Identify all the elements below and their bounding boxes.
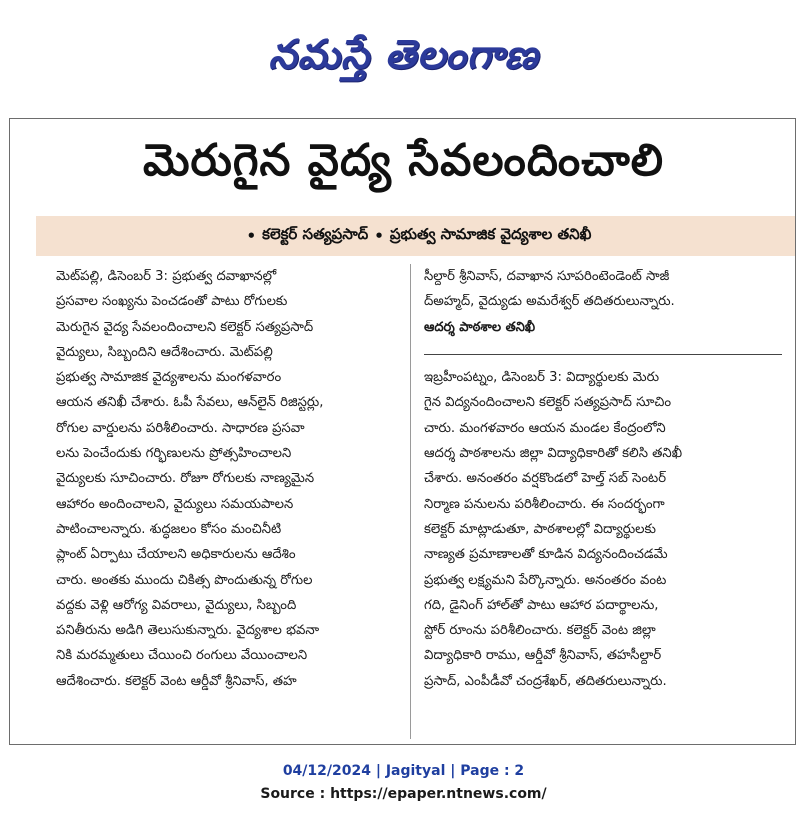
article-right-column: [424, 264, 782, 694]
article-line: పాటించాలన్నారు. శుద్ధజలం కోసం మంచినీటి: [56, 521, 282, 537]
article-line: మెరుగైన వైద్య సేవలందించాలని కలెక్టర్ సత్యప్రసాద్: [56, 319, 314, 335]
article-line: వద్దకు వెళ్లి ఆరోగ్య వివరాలు, వైద్యులు, సిబ్బంది: [56, 597, 297, 613]
article-line: ఇబ్రహీంపట్నం, డిసెంబర్ 3: విద్యార్థులకు మెరు: [424, 370, 660, 386]
edition-line: 04/12/2024 | Jagityal | Page : 2: [282, 763, 525, 779]
article-line: చారు. అంతకు ముందు చికిత్స పొందుతున్న రోగుల: [56, 572, 313, 588]
subhead-1: కలెక్టర్ సత్యప్రసాద్: [262, 225, 369, 243]
source-line: Source : https://epaper.ntnews.com/: [260, 786, 547, 802]
section-heading: ఆదర్శ పాఠశాల తనిఖీ: [424, 319, 536, 335]
subheadline-band: [36, 216, 796, 256]
article-line: సీల్దార్ శ్రీనివాస్, దవాఖాన సూపరింటెండెంట్ సాజీ: [424, 269, 670, 284]
article-line: గది, డైనింగ్ హాల్‌తో పాటు ఆహార పదార్థాలను,: [424, 597, 659, 613]
clipping-footer: [0, 760, 807, 806]
article-line: వైద్యులు, సిబ్బందిని ఆదేశించారు. మెట్‌పల్లి: [56, 344, 273, 360]
masthead-title: నమస్తే తెలంగాణ: [268, 30, 539, 78]
article-line: స్టోర్ రూంను పరిశీలించారు. కలెక్టర్ వెంట జిల్లా: [424, 623, 656, 639]
article-line: ప్రభుత్వ లక్ష్యమని పేర్కొన్నారు. అనంతరం వంట: [424, 572, 667, 588]
article-line: నిర్మాణ పనులను పరిశీలించారు. ఈ సందర్భంగా: [424, 496, 665, 512]
article-line: గైన విద్యనందించాలని కలెక్టర్ సత్యప్రసాద్ సూచిం: [424, 395, 672, 411]
subhead-2: ప్రభుత్వ సామాజిక వైద్యశాల తనిఖీ: [389, 225, 592, 243]
article-line: మెట్‌పల్లి, డిసెంబర్ 3: ప్రభుత్వ దవాఖానల్లో: [56, 269, 277, 284]
article-line: ప్లాంట్ ఏర్పాటు చేయాలని అధికారులను ఆదేశిం: [56, 547, 296, 563]
article-line: ప్రసాద్, ఎంపీడీవో చంద్రశేఖర్, తదితరులున్నారు.: [424, 673, 667, 689]
article-line: ప్రభుత్వ సామాజిక వైద్యశాలను మంగళవారం: [56, 370, 282, 386]
article-line: చేశారు. అనంతరం వర్షకొండలో హెల్త్ సబ్ సెంటర్: [424, 471, 667, 487]
article-line: ఆయన తనిఖీ చేశారు. ఓపీ సేవలు, ఆన్‌లైన్ రిజిస్టర్లు,: [56, 395, 324, 411]
article-line: నికి మరమ్మతులు చేయించి రంగులు వేయించాలని: [56, 648, 308, 664]
article-line: నాణ్యత ప్రమాణాలతో కూడిన విద్యనందించడమే: [424, 547, 668, 563]
bullet-icon: •: [246, 227, 257, 245]
article-line: విద్యాధికారి రాము, ఆర్డీవో శ్రీనివాస్, తహసీల్దార్: [424, 648, 662, 664]
article-line: ఆదర్శ పాఠశాలను జిల్లా విద్యాధికారితో కలిసి తనిఖీ: [424, 446, 683, 462]
article-line: రోగుల వార్డులను పరిశీలించారు. సాధారణ ప్రసవా: [56, 420, 305, 436]
article-left-column: [56, 264, 396, 694]
article-line: ప్రసవాల సంఖ్యను పెంచడంతో పాటు రోగులకు: [56, 294, 288, 310]
article-line: ద్‌అహ్మద్, వైద్యుడు అమరేశ్వర్ తదితరులున్నారు.: [424, 294, 675, 310]
article-line: ఆదేశించారు. కలెక్టర్ వెంట ఆర్డీవో శ్రీనివాస్, తహ: [56, 673, 297, 689]
article-line: పనితీరును అడిగి తెలుసుకున్నారు. వైద్యశాల భవనా: [56, 623, 320, 639]
article-line: వైద్యులకు సూచించారు. రోజూ రోగులకు నాణ్యమైన: [56, 471, 315, 487]
newspaper-masthead: [0, 0, 807, 118]
article-line: చారు. మంగళవారం ఆయన మండల కేంద్రంలోని: [424, 420, 666, 436]
article-line: ఆహారం అందించాలని, వైద్యులు సమయపాలన: [56, 496, 294, 512]
column-divider: [410, 264, 411, 739]
article-headline: మెరుగైన వైద్య సేవలందించాలి: [142, 135, 665, 186]
news-clipping: [9, 118, 796, 745]
spacer: [424, 340, 782, 365]
article-line: కలెక్టర్ మాట్లాడుతూ, పాఠశాలల్లో విద్యార్థులకు: [424, 521, 656, 537]
article-line: లను పెంచేందుకు గర్భిణులను ప్రోత్సహించాలని: [56, 446, 292, 462]
bullet-icon: •: [374, 227, 384, 245]
section-heading-rule: [424, 354, 782, 355]
